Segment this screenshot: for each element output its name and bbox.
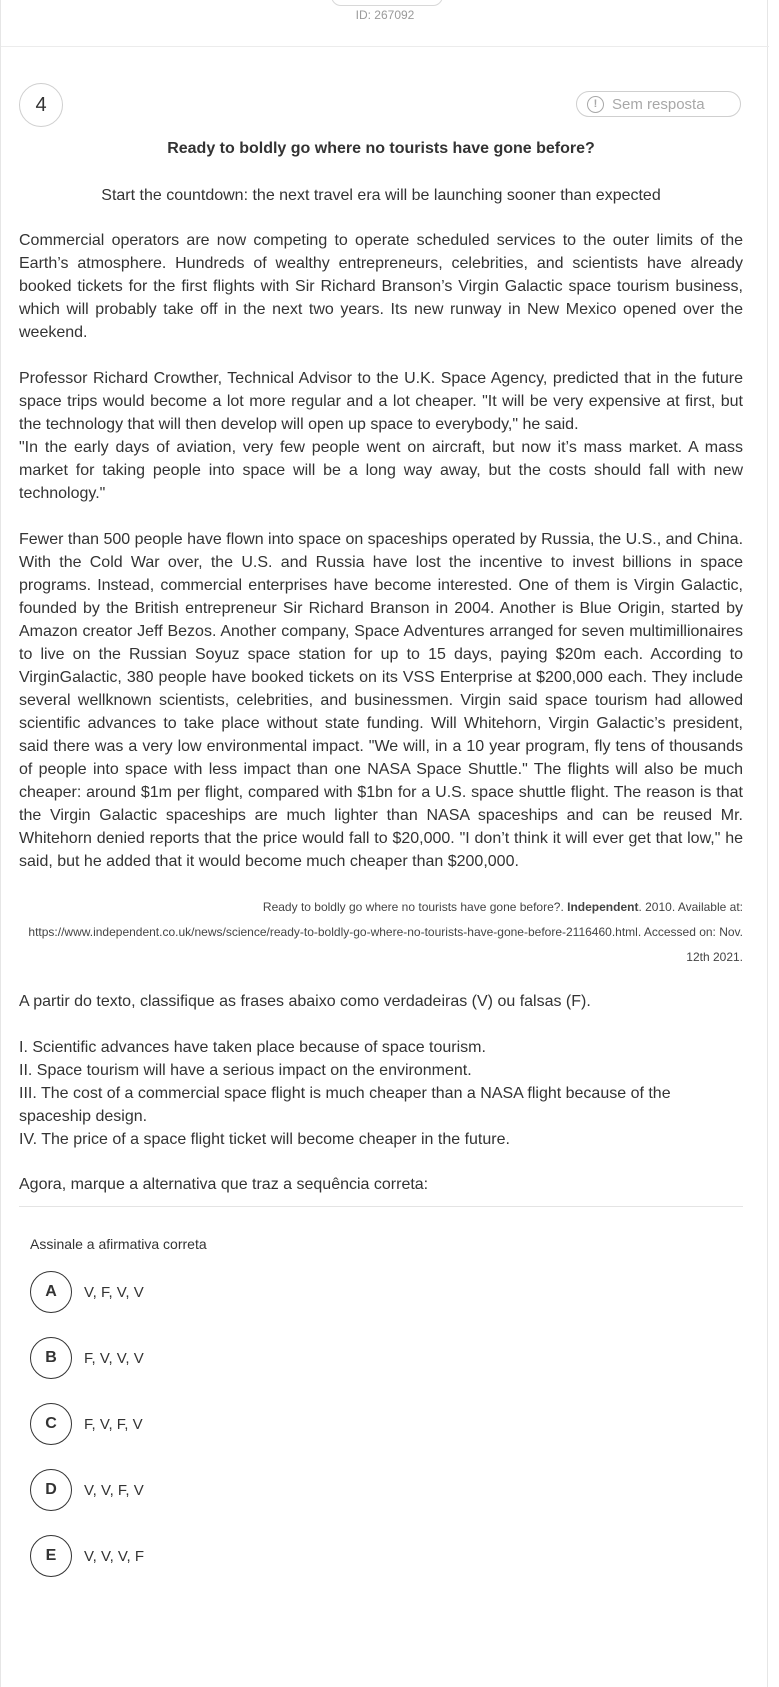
status-label: Sem resposta xyxy=(612,95,705,113)
option-text[interactable]: F, V, F, V xyxy=(84,1415,143,1433)
article-subtitle: Start the countdown: the next travel era will be launching sooner than expected xyxy=(101,187,661,204)
option-e[interactable] xyxy=(30,1534,743,1578)
option-text[interactable]: V, F, V, V xyxy=(84,1283,144,1301)
top-pill-button[interactable] xyxy=(331,0,443,6)
citation-pre: Ready to boldly go where no tourists have gone before?. xyxy=(262,900,568,914)
article-paragraph: Commercial operators are now competing to operate scheduled services to the outer limits of the Earth’s atmosphere. Hundreds of wealthy entrepreneurs, celebrities, and scientists have already booked tickets for the first flights with Sir Richard Branson’s Virgin Galactic space tourism business, which will probably take off in the next two years. Its new runway in New Mexico opened over the weekend. xyxy=(19,232,743,341)
divider xyxy=(1,46,769,47)
option-letter[interactable]: A xyxy=(30,1271,72,1313)
statement: II. Space tourism will have a serious impact on the environment. xyxy=(19,1062,472,1079)
question-number: 4 xyxy=(19,83,63,127)
article-title: Ready to boldly go where no tourists have gone before? xyxy=(167,140,595,157)
article-paragraph: Fewer than 500 people have flown into space on spaceships operated by Russia, the U.S., and China. With the Cold War over, the U.S. and Russia have lost the incentive to invest billions in space programs. Instead, commercial enterprises have become interested. One of them is Virgin Galactic, founded by the British entrepreneur Sir Richard Branson in 2004. Another is Blue Origin, started by Amazon creator Jeff Bezos. Another company, Space Adventures arranged for seven multimillionaires to live on the Russian Soyuz space station for up to 15 days, paying $20m each. According to VirginGalactic, 380 people have booked tickets on its VSS Enterprise at $200,000 each. They include several wellknown scientists, celebrities, and businessmen. Virgin said space tourism had allowed scientific advances to take place without state funding. Will Whitehorn, Virgin Galactic’s president, said there was a very low environmental impact. "We will, in a 10 year program, fly tens of thousands of people into space with less impact than one NASA Space Shuttle." The flights will also be much cheaper: around $1m per flight, compared with $1bn for a U.S. space shuttle flight. The reason is that the Virgin Galactic spaceships are much lighter than NASA spaceships and can be reused Mr. Whitehorn denied reports that the price would fall to $20,000. "I don’t think it will ever get that low," he said, but he added that it would become much cheaper than $200,000. xyxy=(19,531,744,870)
article-paragraph: Professor Richard Crowther, Technical Advisor to the U.K. Space Agency, predicted that in the future space trips would become a lot more regular and a lot cheaper. "It will be very expensive at first, but the technology that will then develop will open up space to everybody," he said. xyxy=(19,370,743,433)
option-text[interactable]: V, V, V, F xyxy=(84,1547,145,1565)
option-a[interactable] xyxy=(30,1270,743,1314)
statement-list xyxy=(19,1036,743,1151)
option-text[interactable]: F, V, V, V xyxy=(84,1349,144,1367)
article-paragraph: "In the early days of aviation, very few people went on aircraft, but now it’s mass market. A mass market for taking people into space will be a long way away, but the costs should fall with new technology." xyxy=(19,439,743,502)
ask-text: Agora, marque a alternativa que traz a sequência correta: xyxy=(19,1176,429,1193)
status-badge xyxy=(576,91,741,117)
question-id: ID: 267092 xyxy=(355,8,415,22)
option-letter[interactable]: B xyxy=(30,1337,72,1379)
option-d[interactable] xyxy=(30,1468,743,1512)
option-letter[interactable]: C xyxy=(30,1403,72,1445)
citation-source: Independent xyxy=(567,900,639,914)
citation-post: . 2010. Available at: https://www.independent.co.uk/news/science/ready-to-boldly-go-where-no-tourists-have-gone-before-2116460.html. Accessed on: Nov. 12th 2021. xyxy=(28,900,743,964)
citation xyxy=(19,895,743,970)
instruction: A partir do texto, classifique as frases abaixo como verdadeiras (V) ou falsas (F). xyxy=(19,993,591,1010)
option-b[interactable] xyxy=(30,1336,743,1380)
answer-options xyxy=(30,1270,743,1578)
divider xyxy=(19,1206,743,1207)
option-letter[interactable]: D xyxy=(30,1469,72,1511)
option-letter[interactable]: E xyxy=(30,1535,72,1577)
statement: I. Scientific advances have taken place because of space tourism. xyxy=(19,1039,486,1056)
option-text[interactable]: V, V, F, V xyxy=(84,1481,144,1499)
option-c[interactable] xyxy=(30,1402,743,1446)
question-content xyxy=(19,135,743,1600)
statement: IV. The price of a space flight ticket will become cheaper in the future. xyxy=(19,1131,510,1148)
alert-icon: ! xyxy=(587,96,604,113)
statement: III. The cost of a commercial space flight is much cheaper than a NASA flight because of the spaceship design. xyxy=(19,1085,671,1125)
answer-prompt: Assinale a afirmativa correta xyxy=(30,1236,207,1252)
